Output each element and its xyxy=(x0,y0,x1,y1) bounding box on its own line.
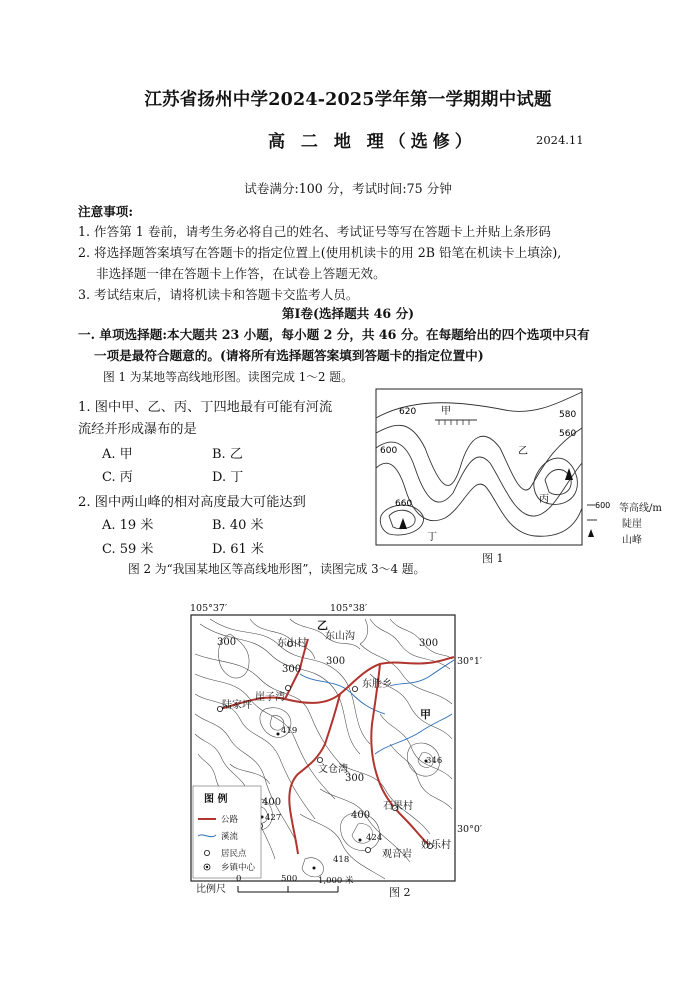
fig2-place-guanyinyan: 观音岩 xyxy=(382,849,412,860)
fig2-scale-label: 比例尺 xyxy=(196,884,226,895)
fig1-caption: 图 1 xyxy=(482,552,504,565)
fig1-legend-peak: 山峰 xyxy=(622,535,642,546)
note-2a: 2. 将选择题答案填写在答题卡的指定位置上(使用机读卡的用 2B 铅笔在机读卡上填涂), xyxy=(78,245,562,260)
fig2-legend-stream: 溪流 xyxy=(221,832,239,842)
fig2-contour-300: 300 xyxy=(419,638,439,649)
notes-heading: 注意事项: xyxy=(78,204,134,219)
q2-option-c[interactable]: C. 59 米 xyxy=(102,542,154,557)
fig2-spot-height-418 xyxy=(313,867,316,870)
fig2-place-luojiaping: 陆家坪 xyxy=(222,700,252,711)
fig2-label-yi: 乙 xyxy=(317,619,328,632)
q1-option-a[interactable]: A. 甲 xyxy=(102,447,133,462)
fig2-spot-height-419 xyxy=(277,733,280,736)
note-2b: 非选择题一律在答题卡上作答，在试卷上答题无效。 xyxy=(96,266,386,281)
fig1-legend-cliff: 陡崖 xyxy=(622,519,642,530)
fig2-contour-300: 300 xyxy=(345,773,365,784)
fig2-height-424: 424 xyxy=(366,833,383,843)
fig2-legend-title: 图 例 xyxy=(204,794,228,805)
fig2-spot-height-424 xyxy=(359,839,362,842)
fig2-place-shiguocun: 石果村 xyxy=(383,801,413,812)
fig1-label-600: 600 xyxy=(380,446,398,456)
fig2-contour-300: 300 xyxy=(217,637,237,648)
fig1-contour-map xyxy=(375,388,623,548)
fig2-place-dongshengxiang: 东胜乡 xyxy=(362,679,392,690)
fig2-contour-400: 400 xyxy=(351,810,371,821)
fig2-scale-500: 500 xyxy=(281,874,298,884)
page-subtitle: 高 二 地 理（选修） xyxy=(268,132,477,152)
fig2-legend-settlement-icon xyxy=(204,850,209,855)
fig1-label-560: 560 xyxy=(559,429,577,439)
section-heading: 第Ⅰ卷(选择题共 46 分) xyxy=(281,306,415,321)
q1-stem-a: 1. 图中甲、乙、丙、丁四地最有可能有河流 xyxy=(78,400,333,415)
q1-option-c[interactable]: C. 丙 xyxy=(102,470,133,485)
fig2-settlement-yashiwan xyxy=(285,685,290,690)
q2-option-a[interactable]: A. 19 米 xyxy=(102,518,154,533)
exam-info: 试卷满分:100 分，考试时间:75 分钟 xyxy=(244,181,452,196)
fig2-contour-300: 300 xyxy=(282,664,302,675)
fig2-height-418: 418 xyxy=(333,855,350,865)
fig2-contour-300: 300 xyxy=(326,656,346,667)
fig2-lon1: 105°37′ xyxy=(190,603,228,614)
q1-option-b[interactable]: B. 乙 xyxy=(212,447,243,462)
exam-date: 2024.11 xyxy=(536,133,584,147)
fig1-label-jia: 甲 xyxy=(441,406,451,417)
fig2-height-419: 419 xyxy=(281,726,298,736)
fig2-contour-400: 400 xyxy=(262,797,282,808)
q2-stem: 2. 图中两山峰的相对高度最大可能达到 xyxy=(78,495,306,510)
fig1-label-bing: 丙 xyxy=(539,494,549,505)
fig1-label-yi: 乙 xyxy=(518,446,528,457)
fig2-height-346: 346 xyxy=(426,756,443,766)
fig2-intro: 图 2 为“我国某地区等高线地形图”，读图完成 3～4 题。 xyxy=(128,562,426,576)
fig2-legend-settlement: 居民点 xyxy=(221,849,247,859)
fig2-place-dongshangou: 东山沟 xyxy=(325,631,355,642)
fig2-height-427: 427 xyxy=(265,813,282,823)
section-instruction-b: 一项是最符合题意的。(请将所有选择题答案填到答题卡的指定位置中) xyxy=(94,348,484,363)
note-1: 1. 作答第 1 卷前，请考生务必将自己的姓名、考试证号等写在答题卡上并贴上条形码 xyxy=(78,224,551,239)
fig2-place-wencangwan: 文仓湾 xyxy=(318,764,348,775)
fig1-label-660: 660 xyxy=(395,499,413,509)
fig2-place-yashiwan: 崖子湾 xyxy=(255,692,285,703)
q2-option-b[interactable]: B. 40 米 xyxy=(212,518,264,533)
page-title: 江苏省扬州中学2024-2025学年第一学期期中试题 xyxy=(144,90,552,110)
fig2-scale-0: 0 xyxy=(236,874,242,884)
fig2-place-dongshancun: 东山村 xyxy=(277,638,307,649)
fig1-legend-peak-icon xyxy=(588,529,594,537)
fig1-legend-contour: 等高线/m xyxy=(619,503,662,514)
q2-option-d[interactable]: D. 61 米 xyxy=(212,542,264,557)
fig2-place-miaolecun: 妙乐村 xyxy=(421,840,451,851)
fig2-scale-1000: 1,000 米 xyxy=(318,876,354,886)
fig2-legend-road: 公路 xyxy=(221,815,239,825)
fig2-caption: 图 2 xyxy=(389,886,411,899)
fig2-lat2: 30°0′ xyxy=(457,824,483,835)
fig2-lon2: 105°38′ xyxy=(330,603,368,614)
section-instruction-a: 一. 单项选择题:本大题共 23 小题，每小题 2 分，共 46 分。在每题给出的四个选项中只有 xyxy=(78,327,590,342)
note-3: 3. 考试结束后，请将机读卡和答题卡交监考人员。 xyxy=(78,287,359,302)
fig1-label-620: 620 xyxy=(399,407,417,417)
fig2-legend-town: 乡镇中心 xyxy=(221,863,256,873)
fig1-label-580: 580 xyxy=(559,410,577,420)
fig2-label-jia: 甲 xyxy=(420,708,431,721)
fig2-lat1: 30°1′ xyxy=(457,656,483,667)
q1-option-d[interactable]: D. 丁 xyxy=(212,470,244,485)
fig1-label-ding: 丁 xyxy=(427,532,437,543)
q1-stem-b: 流经并形成瀑布的是 xyxy=(78,422,197,437)
fig1-intro: 图 1 为某地等高线地形图。读图完成 1～2 题。 xyxy=(103,370,353,384)
fig2-town-dongshengxiang xyxy=(352,686,357,691)
fig1-legend-contour-value: 600 xyxy=(595,501,611,510)
fig2-settlement-guanyinyan xyxy=(365,847,370,852)
